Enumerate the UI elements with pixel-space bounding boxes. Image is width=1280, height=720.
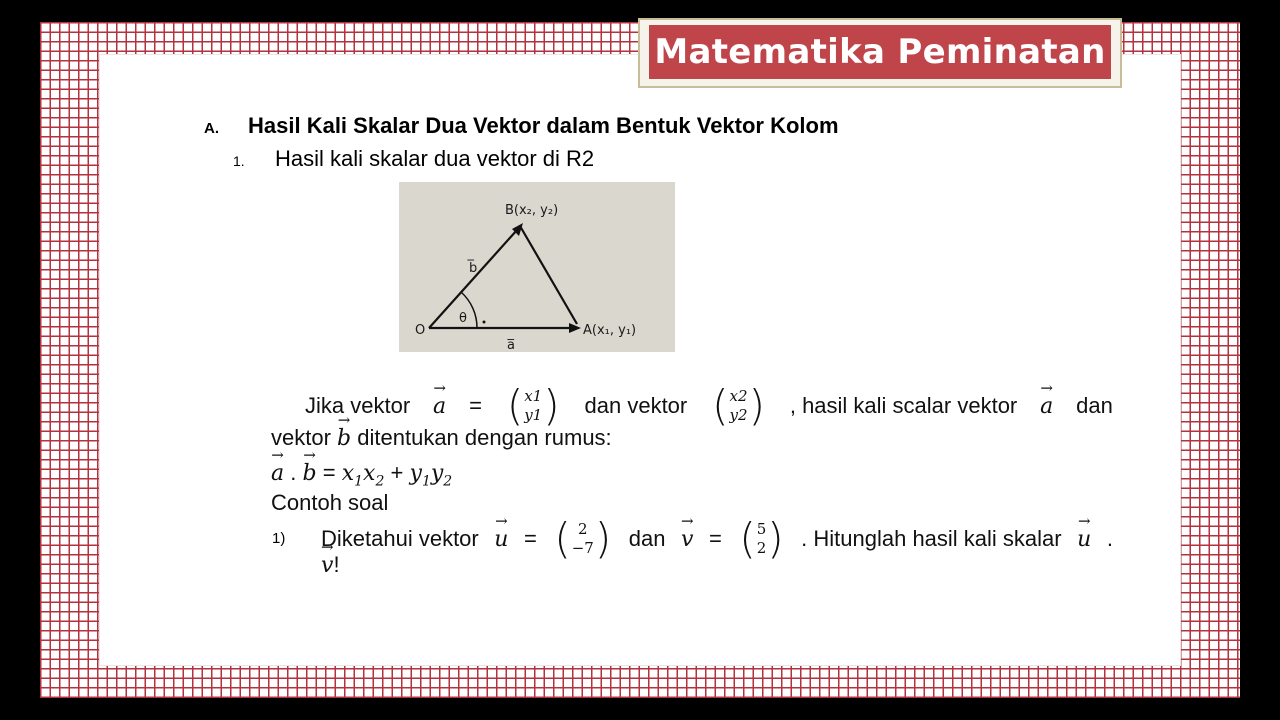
col-a-top: x1	[524, 387, 543, 405]
formula-vector-b: → b	[303, 461, 317, 486]
column-vector-b: ( x2 y2 )	[712, 381, 765, 430]
contoh-soal-label: Contoh soal	[271, 490, 389, 515]
vector-b-line	[429, 230, 517, 328]
title-banner	[638, 18, 1122, 88]
vector-triangle-figure	[399, 182, 675, 352]
label-point-b: B(x₂, y₂)	[505, 203, 559, 218]
text-diketahui: Diketahui vektor	[321, 526, 479, 551]
col-a-bottom: y1	[524, 406, 543, 424]
label-vector-b: b̅	[469, 261, 478, 276]
paragraph-line-2	[271, 425, 612, 451]
formula-x1x2: $x_1x_2$	[341, 461, 385, 490]
formula-dot: .	[290, 460, 297, 485]
exclamation: !	[333, 552, 340, 577]
vector-b-symbol: → b	[337, 426, 351, 451]
equals-u: =	[523, 526, 537, 551]
text-hasil-kali: , hasil kali scalar vektor	[789, 393, 1018, 418]
equals-sign: =	[469, 393, 482, 418]
subsection-title: Hasil kali skalar dua vektor di R2	[275, 146, 595, 171]
section-letter: A.	[204, 120, 219, 137]
vector-u-symbol: → u	[494, 527, 508, 552]
text-hitunglah: . Hitunglah hasil kali skalar	[801, 526, 1062, 551]
col-b-top: x2	[729, 387, 748, 405]
dot-product-formula	[271, 460, 452, 489]
angle-dot	[483, 321, 486, 324]
col-v-bottom: 2	[756, 539, 767, 557]
subsection-heading	[233, 146, 594, 172]
text-vektor: vektor	[271, 425, 331, 450]
formula-y1y2: $y_1y_2$	[409, 461, 453, 490]
section-heading	[204, 113, 839, 139]
text-dan-2: dan	[628, 526, 666, 551]
column-vector-u: ( 2 −7 )	[554, 514, 612, 563]
label-theta: θ	[459, 311, 467, 326]
example-line-2	[321, 552, 340, 578]
subsection-number: 1.	[233, 153, 245, 169]
example-dot: .	[1106, 526, 1113, 551]
equals-v: =	[708, 526, 722, 551]
column-vector-v: ( 5 2 )	[739, 514, 784, 563]
vector-a-symbol: → a	[433, 394, 446, 419]
vector-v-symbol: → v	[681, 527, 693, 552]
col-v-top: 5	[756, 520, 767, 538]
example-line-1	[321, 514, 1113, 563]
example-number: 1)	[272, 530, 286, 547]
formula-equals: =	[322, 460, 336, 485]
text-dan-vektor: dan vektor	[584, 393, 688, 418]
text-dan: dan	[1076, 393, 1113, 418]
text-ditentukan: ditentukan dengan rumus:	[357, 425, 612, 450]
col-u-bottom: −7	[571, 539, 594, 557]
paragraph-line-1	[305, 381, 1113, 430]
vector-u-symbol-2: → u	[1077, 527, 1091, 552]
slide-title: Matematika Peminatan	[649, 25, 1111, 79]
label-point-a: A(x₁, y₁)	[583, 323, 637, 338]
label-vector-a: a̅	[507, 338, 515, 352]
formula-vector-a: → a	[271, 461, 284, 486]
col-u-top: 2	[578, 520, 588, 538]
column-vector-a: ( x1 y1 )	[506, 381, 560, 430]
text-jika-vektor: Jika vektor	[305, 393, 411, 418]
vector-triangle-diagram	[399, 182, 675, 352]
section-title: Hasil Kali Skalar Dua Vektor dalam Bentuk Vektor Kolom	[248, 113, 839, 138]
label-origin: O	[415, 323, 426, 338]
formula-plus: +	[390, 460, 404, 485]
vector-a-symbol-2: → a	[1040, 394, 1053, 419]
vector-v-symbol-2: → v	[321, 553, 333, 578]
col-b-bottom: y2	[729, 406, 748, 424]
side-ab-line	[520, 226, 577, 324]
vector-a-arrowhead	[569, 323, 581, 333]
